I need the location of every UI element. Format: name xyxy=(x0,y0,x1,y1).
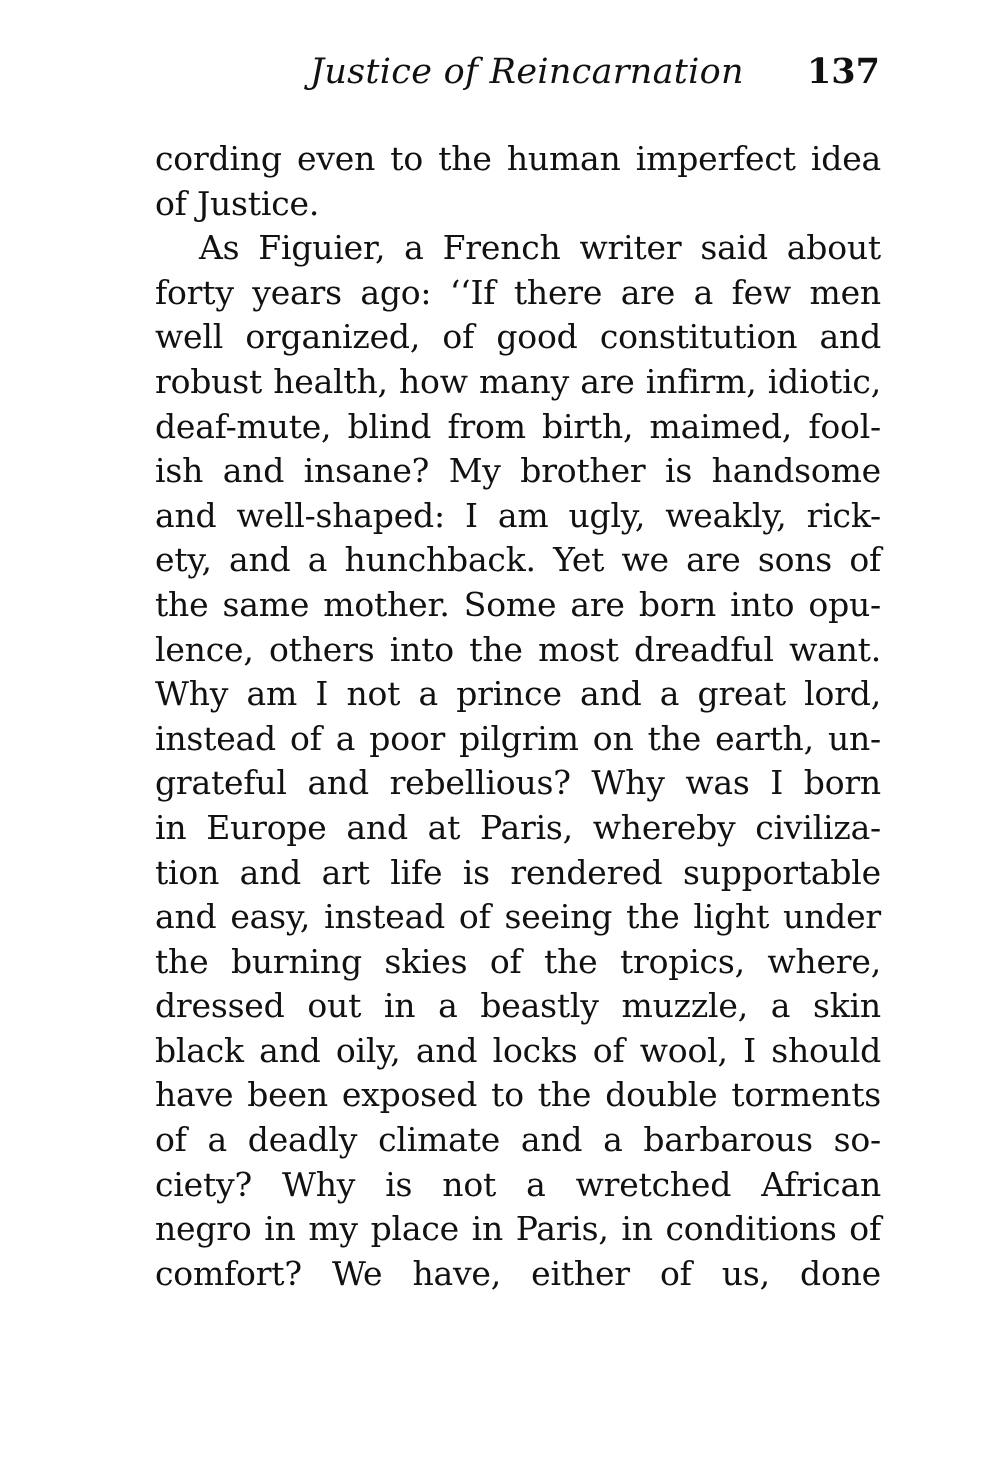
text-line: have been exposed to the double torments xyxy=(155,1075,881,1115)
text-line: well organized, of good constitution and xyxy=(155,317,881,357)
text-line: dressed out in a beastly muzzle, a skin xyxy=(155,986,881,1026)
text-line: of a deadly climate and a barbarous so- xyxy=(155,1120,881,1160)
text-line: negro in my place in Paris, in conditions of xyxy=(155,1209,881,1249)
text-line: grateful and rebellious? Why was I born xyxy=(155,763,881,803)
text-line: ish and insane? My brother is handsome xyxy=(155,451,881,491)
text-line: deaf-mute, blind from birth, maimed, fool- xyxy=(155,406,881,446)
text-line: Why am I not a prince and a great lord, xyxy=(155,674,881,714)
text-line: and well-shaped: I am ugly, weakly, rick- xyxy=(155,495,881,535)
running-title: Justice of Reincarnation xyxy=(310,52,744,92)
text-line: instead of a poor pilgrim on the earth, un- xyxy=(155,718,881,758)
body-text xyxy=(155,137,881,1296)
text-line: and easy, instead of seeing the light under xyxy=(155,897,881,937)
text-line: As Figuier, a French writer said about xyxy=(199,228,881,268)
text-line: black and oily, and locks of wool, I should xyxy=(155,1030,881,1070)
text-line: ety, and a hunchback. Yet we are sons of xyxy=(155,540,881,580)
text-line: of Justice. xyxy=(155,183,320,223)
page-number: 137 xyxy=(806,51,880,92)
text-line: the burning skies of the tropics, where, xyxy=(155,941,881,981)
text-line: the same mother. Some are born into opu- xyxy=(155,584,881,624)
text-line: lence, others into the most dreadful want. xyxy=(155,629,881,669)
text-line: comfort? We have, either of us, done xyxy=(155,1253,881,1293)
text-line: in Europe and at Paris, whereby civiliza- xyxy=(155,807,881,847)
text-line: cording even to the human imperfect idea xyxy=(155,139,881,178)
running-head xyxy=(160,48,880,104)
text-line: forty years ago: ‘‘If there are a few men xyxy=(155,272,881,312)
text-line: ciety? Why is not a wretched African xyxy=(155,1164,881,1204)
text-line: robust health, how many are infirm, idiotic, xyxy=(155,361,881,401)
text-line: tion and art life is rendered supportable xyxy=(155,852,881,892)
